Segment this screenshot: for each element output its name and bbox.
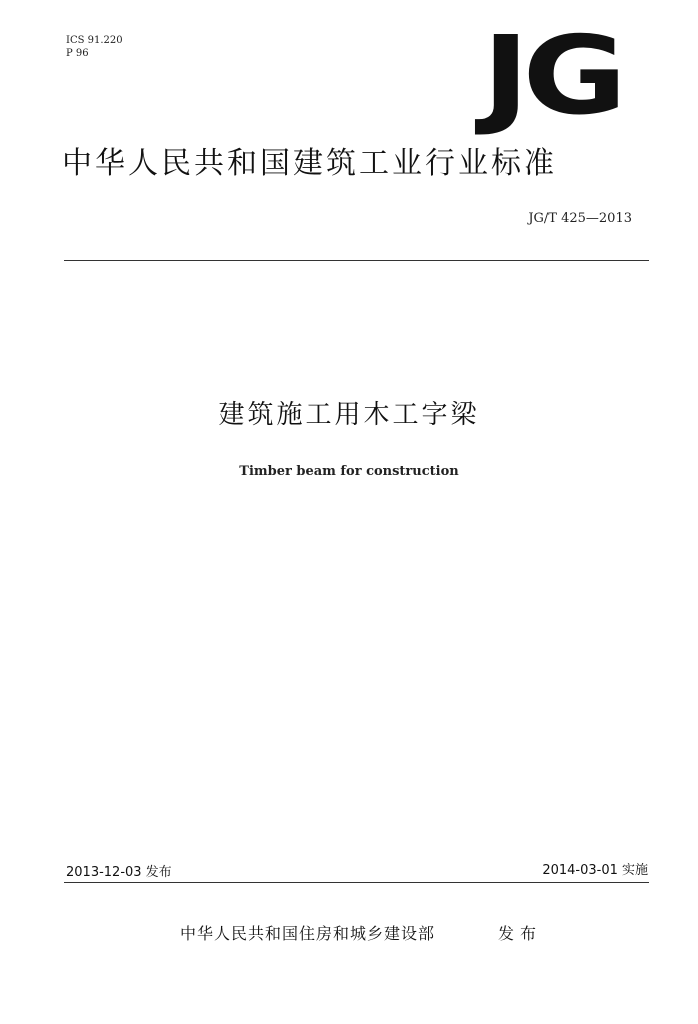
classification-codes <box>66 34 123 60</box>
footer-divider <box>64 882 649 883</box>
document-title-chinese: 建筑施工用木工字梁 <box>218 400 480 430</box>
issue-date: 2013-12-03 发布 <box>66 865 172 880</box>
issuing-authority-title: 中华人民共和国建筑工业行业标准 <box>62 146 557 181</box>
standard-number: JG/T 425—2013 <box>528 211 632 226</box>
document-title-english: Timber beam for construction <box>239 464 459 479</box>
ics-code: ICS 91.220 <box>66 35 123 46</box>
publish-label: 发布 <box>498 924 543 943</box>
jg-logo: JG <box>482 14 620 139</box>
header-divider <box>64 260 649 261</box>
ccs-code: P 96 <box>66 48 89 59</box>
publisher-name: 中华人民共和国住房和城乡建设部 <box>180 924 436 943</box>
effective-date: 2014-03-01 实施 <box>542 863 648 878</box>
